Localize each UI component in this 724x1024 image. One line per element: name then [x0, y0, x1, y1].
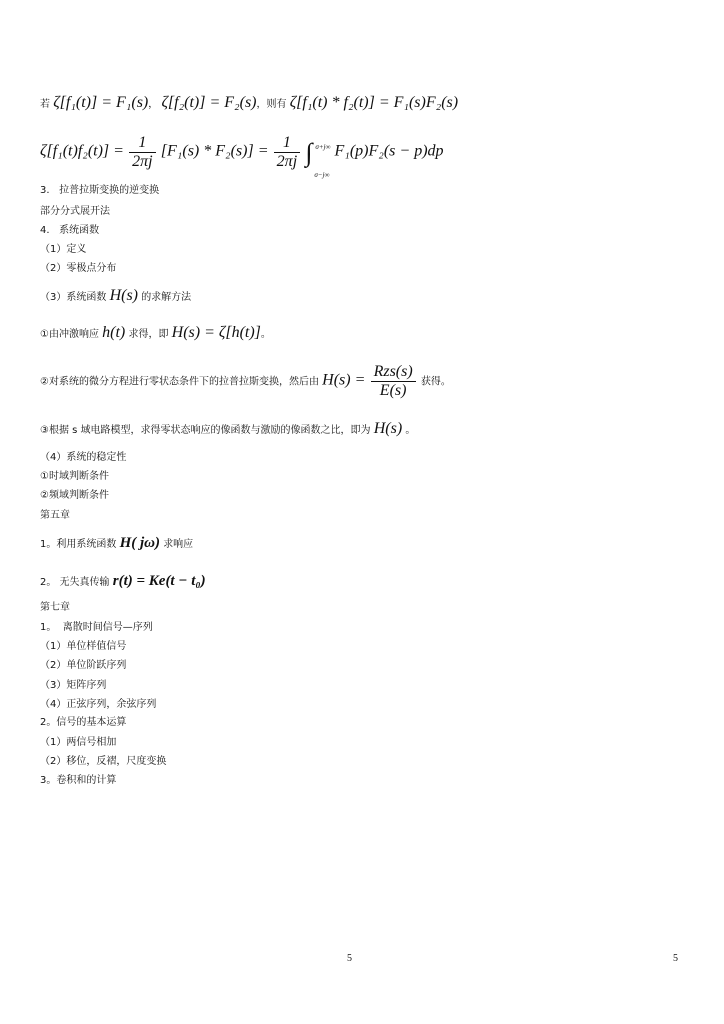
text-prefix: 若: [40, 99, 50, 110]
formula-Hs-lhs: H(s) =: [322, 371, 366, 389]
formula-Hs: H(s): [109, 287, 138, 304]
heading-chapter-7: 第七章: [40, 602, 70, 613]
integral-lower-limit: σ−j∞: [314, 170, 330, 179]
fraction-Rzs-over-Es: [371, 363, 416, 400]
fraction-denominator: 2πj: [276, 153, 298, 170]
text-tail: 获得。: [420, 376, 451, 388]
formula-rt: r(t) = Ke(t − t₀): [112, 573, 206, 589]
text-tail: 。: [260, 329, 271, 340]
text-sep: ，: [148, 99, 159, 110]
method-differential-equation: [40, 363, 451, 400]
item-pole-zero: （2）零极点分布: [40, 263, 117, 274]
item-frequency-domain-condition: ②频域判断条件: [40, 490, 109, 501]
text-label: ②对系统的微分方程进行零状态条件下的拉普拉斯变换，然后由: [40, 376, 319, 388]
formula-f2-transform: ζ[f₂(t)] = F₂(s): [161, 94, 257, 111]
fraction-numerator: 1: [274, 134, 300, 153]
item-solving-methods: [40, 289, 191, 305]
item-shift-fold-scale: （2）移位，反褶，尺度变换: [40, 756, 167, 767]
convolution-theorem-line: [40, 96, 458, 112]
formula-integrand: F₁(p)F₂(s − p)dp: [334, 142, 444, 160]
text-label: 2。 无失真传输: [40, 577, 110, 588]
page-number-center: 5: [347, 953, 352, 964]
page-number-right: 5: [673, 953, 678, 964]
item-rectangular-sequence: （3）矩阵序列: [40, 680, 107, 691]
text-tail: 的求解方法: [141, 292, 192, 303]
text-sep2: ，则有: [256, 99, 287, 110]
formula-ht: h(t): [102, 324, 126, 341]
item-unit-sample: （1）单位样值信号: [40, 641, 127, 652]
formula-Hs-transform: H(s) = ζ[h(t)]: [171, 324, 261, 341]
item-distortionless-transmission: [40, 574, 206, 590]
formula-product-lhs: ζ[f₁(t)f₂(t)] =: [40, 142, 124, 160]
text-label: ③根据 s 域电路模型，求得零状态响应的像函数与激励的像函数之比，即为: [40, 425, 371, 436]
item-convolution-sum: 3。卷积和的计算: [40, 775, 117, 786]
item-definition: （1）定义: [40, 244, 87, 255]
heading-chapter-5: 第五章: [40, 510, 70, 521]
formula-Hjw: H( jω): [119, 535, 160, 551]
item-stability: （4）系统的稳定性: [40, 452, 127, 463]
integral-upper-limit: σ+j∞: [315, 142, 331, 151]
fraction-1-over-2pij: [129, 134, 155, 171]
method-impulse-response: [40, 326, 271, 342]
item-unit-step: （2）单位阶跃序列: [40, 660, 127, 671]
item-signal-addition: （1）两信号相加: [40, 737, 117, 748]
formula-Hs: H(s): [373, 420, 403, 437]
fraction-numerator: Rzs(s): [371, 363, 416, 382]
text-tail: 求响应: [163, 539, 194, 550]
text-mid: 求得，即: [128, 329, 169, 340]
method-s-domain-circuit: [40, 422, 415, 438]
integral-sign: ∫ σ+j∞ σ−j∞: [305, 140, 331, 166]
item-system-function-response: [40, 536, 193, 552]
fraction-1-over-2pij-2: [274, 134, 300, 171]
multiplication-theorem-line: [40, 134, 444, 179]
fraction-denominator: 2πj: [132, 153, 153, 170]
formula-convolution-mid: [F₁(s) * F₂(s)] =: [160, 142, 269, 160]
text-tail: 。: [405, 425, 416, 436]
heading-inverse-laplace: 3. 拉普拉斯变换的逆变换: [40, 185, 160, 196]
text-label: ①由冲激响应: [40, 329, 99, 340]
item-time-domain-condition: ①时域判断条件: [40, 471, 109, 482]
text-label: （3）系统函数: [40, 292, 107, 303]
item-discrete-signals: 1。 离散时间信号—序列: [40, 622, 153, 633]
text-label: 1。利用系统函数: [40, 539, 117, 550]
formula-f1-transform: ζ[f₁(t)] = F₁(s): [53, 94, 149, 111]
fraction-numerator: 1: [129, 134, 155, 153]
item-sine-cosine-sequence: （4）正弦序列，余弦序列: [40, 699, 157, 710]
text-partial-fraction: 部分分式展开法: [40, 206, 110, 217]
heading-system-function: 4. 系统函数: [40, 225, 100, 236]
item-basic-operations: 2。信号的基本运算: [40, 717, 127, 728]
formula-convolution-transform: ζ[f₁(t) * f₂(t)] = F₁(s)F₂(s): [289, 94, 459, 111]
fraction-denominator: E(s): [379, 382, 407, 399]
